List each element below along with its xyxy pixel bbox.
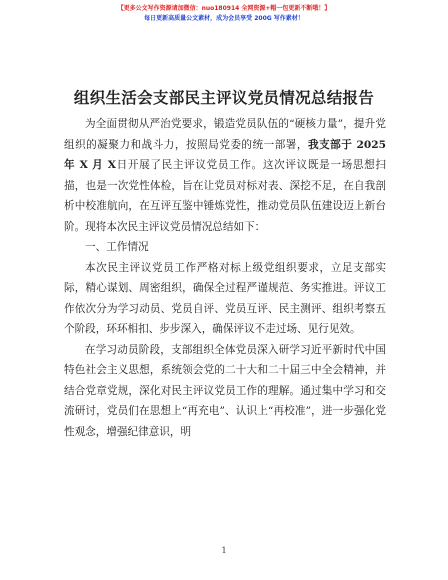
document-title: 组织生活会支部民主评议党员情况总结报告: [73, 89, 375, 107]
paragraph-study-stage: 在学习动员阶段，支部组织全体党员深入研学习近平新时代中国特色社会主义思想，系统领会党的二十大和二十届三中全会精神，并结合党章党规，深化对民主评议党员工作的理解。通过集中学习和交流研讨，党员们在思想上“再充电”、认识上“再校准”，进一步强化党性观念，增强纪律意识，明: [64, 343, 386, 438]
section-heading-work-status: 一、工作情况: [85, 241, 149, 253]
promo-banner-line-2: 每日更新高质量公文素材，成为会员享受 200G 写作素材！: [144, 15, 304, 22]
paragraph-intro-bold-date: 我支部于 2025 年 X 月 X: [64, 138, 386, 171]
paragraph-intro-part-2: 日开展了民主评议党员工作。这次评议既是一场思想扫描，也是一次党性体检，旨在让党员对标对表、深挖不足，在自我剖析中校准航向，在互评互鉴中锤炼党性，推动党员队伍建设迈上新台阶。现将本次民主评议党员情况总结如下：: [64, 159, 386, 233]
promo-banner-line-1: 【更多公文写作资源请加微信：nuo180914 全网资源+帽一包更新不断哦！】: [117, 5, 331, 12]
paragraph-intro: [64, 114, 386, 237]
paragraph-intro-part-1: 为全面贯彻从严治党要求，锻造党员队伍的“硬核力量”，提升党组织的凝聚力和战斗力，按照局党委的统一部署，: [64, 118, 386, 151]
document-body: [64, 114, 386, 442]
promo-banner: [0, 4, 448, 24]
paragraph-work-overview: 本次民主评议党员工作严格对标上级党组织要求，立足支部实际，精心谋划、周密组织，确保全过程严谨规范、务实推进。评议工作依次分为学习动员、党员自评、党员互评、民主测评、组织考察五个阶段，环环相扣、步步深入，确保评议不走过场、见行见效。: [64, 261, 386, 335]
page-number: 1: [221, 546, 227, 555]
